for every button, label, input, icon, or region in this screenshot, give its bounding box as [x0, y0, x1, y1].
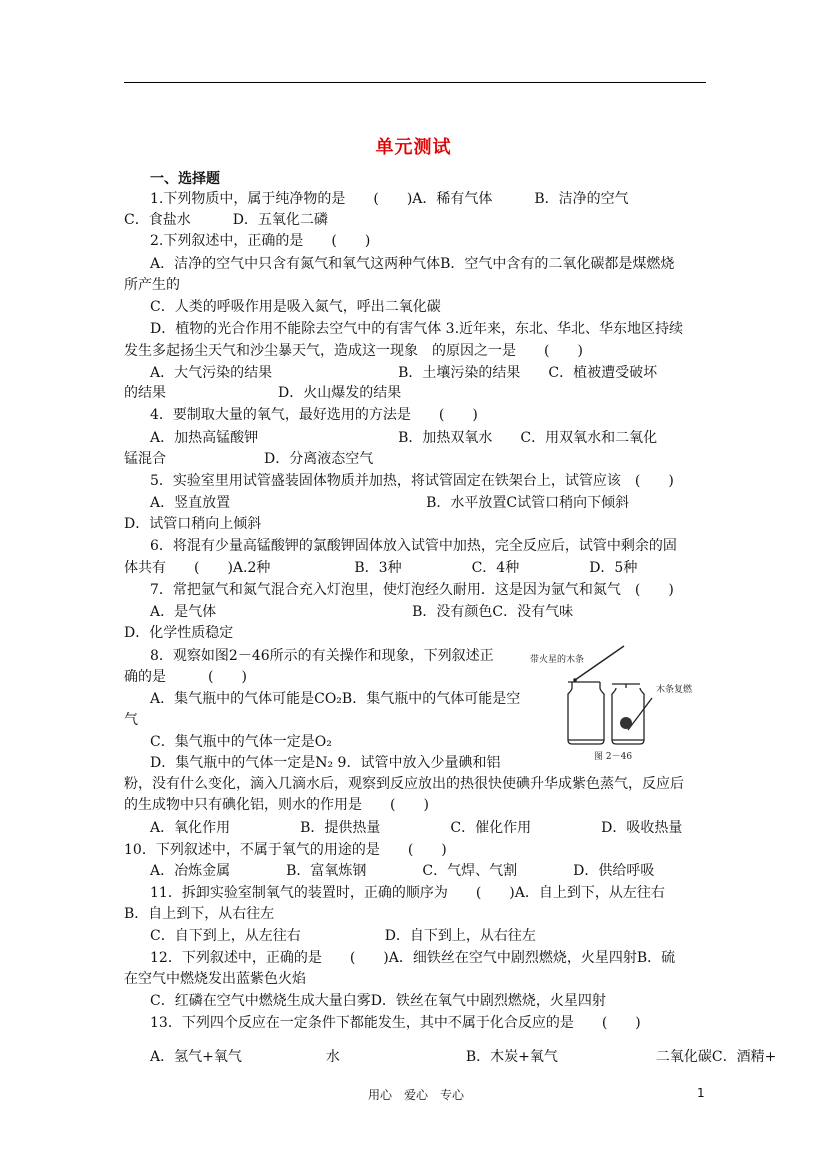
page-title: 单元测试 — [375, 137, 452, 158]
question-line: 确的是 ( ) — [124, 669, 247, 685]
question-line: 10．下列叙述中，不属于氧气的用途的是 ( ) — [124, 842, 447, 858]
question-line: 气 — [124, 712, 138, 728]
question-line: C．自下到上，从左往右 D．自下到上，从右往左 — [150, 928, 536, 944]
figure-label-right: 木条复燃 — [656, 685, 693, 695]
question-line: A．冶炼金属 B．富氧炼钢 C．气焊、气割 D．供给呼吸 — [150, 863, 655, 879]
question-line: 6．将混有少量高锰酸钾的氯酸钾固体放入试管中加热，完全反应后，试管中剩余的固 — [150, 538, 677, 554]
question-line: 4．要制取大量的氧气，最好选用的方法是 ( ) — [150, 407, 478, 423]
question-line: C．食盐水 D．五氧化二磷 — [124, 212, 328, 228]
question-line: 12．下列叙述中，正确的是 ( )A．细铁丝在空气中剧烈燃烧，火星四射B．硫 — [150, 950, 676, 966]
page-number: 1 — [697, 1086, 705, 1100]
section-heading: 一、选择题 — [150, 171, 220, 187]
question-line: 的生成物中只有碘化铝，则水的作用是 ( ) — [124, 797, 429, 813]
figure-caption: 图 2－46 — [594, 752, 633, 762]
question-line: C．集气瓶中的气体一定是O₂ — [150, 734, 332, 750]
question-line: 8．观察如图2－46所示的有关操作和现象，下列叙述正 — [150, 648, 494, 664]
footer-text: 用心 爱心 专心 — [368, 1088, 465, 1102]
question-line: D．集气瓶中的气体一定是N₂ 9．试管中放入少量碘和铝 — [150, 755, 501, 771]
question-line: A．氢气+氧气 水 B．木炭+氧气 二氧化碳C．酒精+ — [150, 1049, 777, 1065]
figure-2-46 — [528, 636, 718, 764]
question-line: 所产生的 — [124, 277, 180, 293]
question-line: C．人类的呼吸作用是吸入氮气，呼出二氧化碳 — [150, 299, 441, 315]
question-line: B．自上到下，从右往左 — [124, 906, 275, 922]
question-line: 1.下列物质中，属于纯净物的是 ( )A．稀有气体 B．洁净的空气 — [150, 191, 629, 207]
question-line: A．加热高锰酸钾 B．加热双氧水 C．用双氧水和二氧化 — [150, 430, 658, 446]
question-line: 发生多起扬尘天气和沙尘暴天气，造成这一现象 的原因之一是 ( ) — [124, 343, 583, 359]
question-line: D．试管口稍向上倾斜 — [124, 516, 262, 532]
question-line: 在空气中燃烧发出蓝紫色火焰 — [124, 971, 306, 987]
header-rule — [124, 82, 706, 83]
question-line: A．是气体 B．没有颜色C．没有气味 — [150, 604, 574, 620]
question-line: 的结果 D．火山爆发的结果 — [124, 385, 402, 401]
question-line: 体共有 ( )A.2种 B．3种 C．4种 D．5种 — [124, 560, 638, 576]
question-line: 7．常把氩气和氮气混合充入灯泡里，使灯泡经久耐用．这是因为氩气和氮气 ( ) — [150, 582, 674, 598]
figure-label-top: 带火星的木条 — [530, 655, 585, 665]
question-line: A．竖直放置 B．水平放置C试管口稍向下倾斜 — [150, 495, 630, 511]
question-line: A．集气瓶中的气体可能是CO₂B．集气瓶中的气体可能是空 — [150, 691, 521, 707]
question-line: A．氧化作用 B．提供热量 C．催化作用 D．吸收热量 — [150, 820, 683, 836]
question-line: D．化学性质稳定 — [124, 625, 234, 641]
question-line: 锰混合 D．分离液态空气 — [124, 451, 374, 467]
question-line: D．植物的光合作用不能除去空气中的有害气体 3.近年来，东北、华北、华东地区持续 — [150, 321, 684, 337]
question-line: 5．实验室里用试管盛装固体物质并加热，将试管固定在铁架台上，试管应该 ( ) — [150, 473, 674, 489]
question-line: A．大气污染的结果 B．土壤污染的结果 C．植被遭受破坏 — [150, 365, 658, 381]
figure-drawing — [528, 636, 718, 764]
question-line: 粉，没有什么变化，滴入几滴水后，观察到反应放出的热很快使碘升华成紫色蒸气，反应后 — [124, 776, 684, 792]
question-line: 11．拆卸实验室制氧气的装置时，正确的顺序为 ( )A．自上到下，从左往右 — [150, 885, 665, 901]
question-line: C．红磷在空气中燃烧生成大量白雾D．铁丝在氧气中剧烈燃烧，火星四射 — [150, 993, 606, 1009]
question-line: 2.下列叙述中，正确的是 ( ) — [150, 233, 371, 249]
question-line: 13．下列四个反应在一定条件下都能发生，其中不属于化合反应的是 ( ) — [150, 1015, 641, 1031]
question-line: A．洁净的空气中只含有氮气和氧气这两种气体B．空气中含有的二氧化碳都是煤燃烧 — [150, 256, 675, 272]
